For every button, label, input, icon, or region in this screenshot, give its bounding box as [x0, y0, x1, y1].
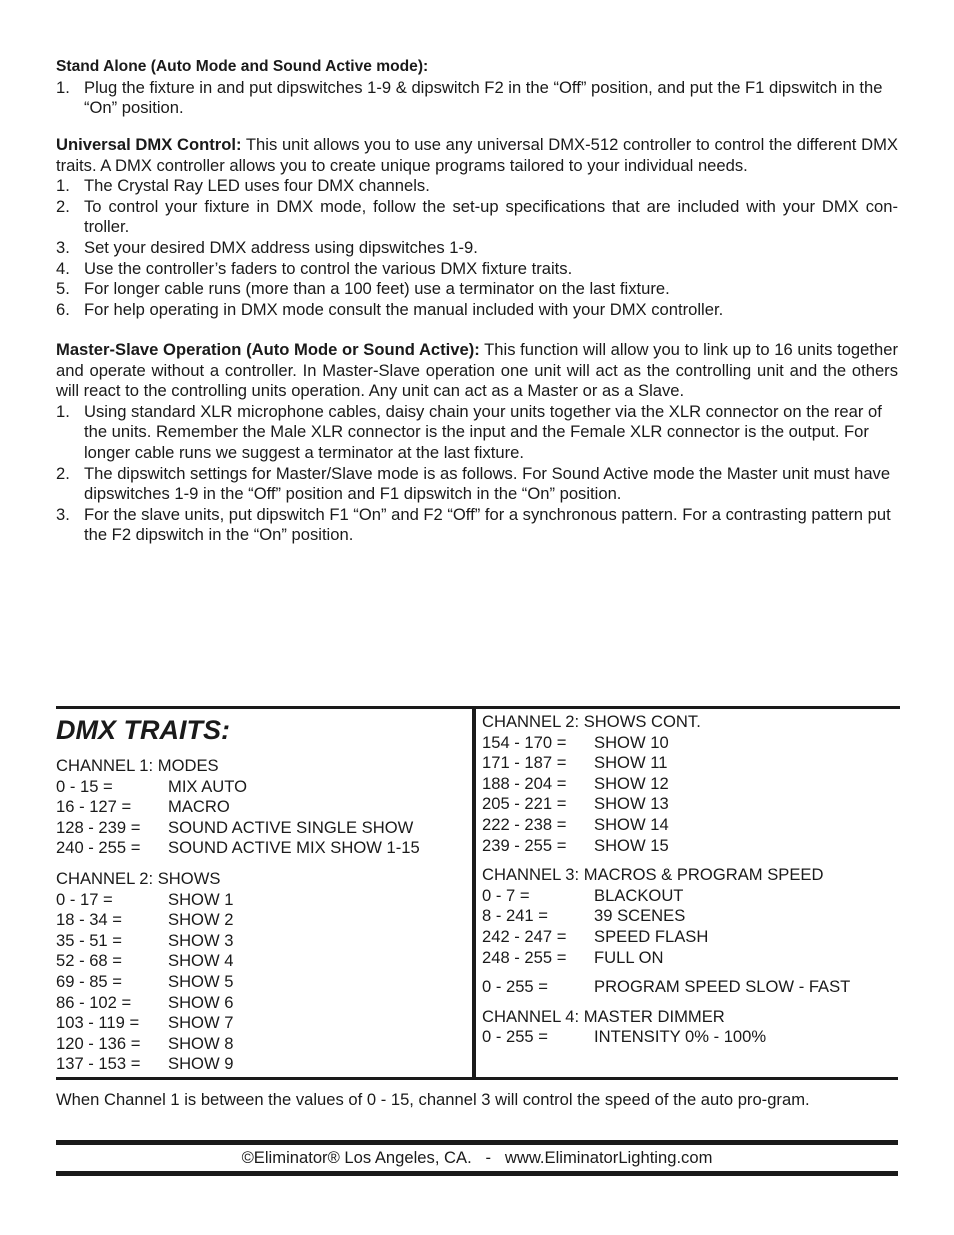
stand-alone-heading: Stand Alone (Auto Mode and Sound Active mode): [56, 58, 429, 75]
list-item: 3. For the slave units, put dipswitch F1 “On” and F2 “Off” for a synchronous pattern. For a contrasting pattern put the F2 dipswitch in the “On” position. [56, 504, 891, 545]
table-row: 0 - 17 = SHOW 1 [56, 889, 234, 909]
channel2-label: CHANNEL 2: SHOWS [56, 868, 221, 888]
dmx-traits-title: DMX TRAITS: [56, 715, 230, 745]
master-slave-intro: Master-Slave Operation (Auto Mode or Sound Active): This function will allow you to link up to 16 units together and operate without a controller. In Master-Slave operation one unit will act as the controlling unit and the others will react to the controlling units operation. Any unit can act as a Master or as a Slave. [56, 340, 898, 401]
footer-text: ©Eliminator® Los Angeles, CA. - www.EliminatorLighting.com [241, 1148, 713, 1167]
list-item: 5. For longer cable runs (more than a 100 feet) use a terminator on the last fixture. [56, 279, 670, 299]
table-row: 0 - 15 = MIX AUTO [56, 776, 247, 796]
channel-note: When Channel 1 is between the values of 0 - 15, channel 3 will control the speed of the auto pro-gram. [56, 1090, 810, 1109]
table-row: 103 - 119 = SHOW 7 [56, 1013, 234, 1033]
dmx-right-column [482, 712, 898, 1048]
dmx-left-column [56, 756, 466, 1075]
list-item: 1. Plug the fixture in and put dipswitches 1-9 & dipswitch F2 in the “Off” position, and put the F1 dipswitch in the “On” position. [56, 77, 883, 118]
table-row: 120 - 136 = SHOW 8 [56, 1033, 234, 1053]
universal-dmx-intro: Universal DMX Control: This unit allows you to use any universal DMX-512 controller to control the different DMX traits. A DMX controller allows you to create unique programs tailored to your individual needs. [56, 135, 898, 175]
dmx-column-divider [472, 706, 476, 1080]
table-row: 171 - 187 = SHOW 11 [482, 753, 668, 773]
table-row: 205 - 221 = SHOW 13 [482, 794, 669, 814]
table-row: 86 - 102 = SHOW 6 [56, 992, 234, 1012]
table-row: 154 - 170 = SHOW 10 [482, 732, 669, 752]
list-item: 2. To control your fixture in DMX mode, follow the set-up specifications that are included with your DMX con-troller. [56, 196, 898, 237]
list-item: 4. Use the controller’s faders to control the various DMX fixture traits. [56, 258, 573, 278]
channel4-rows [482, 1027, 898, 1048]
stand-alone-list [56, 78, 898, 119]
table-row: 242 - 247 = SPEED FLASH [482, 926, 709, 946]
table-row: 0 - 7 = BLACKOUT [482, 885, 684, 905]
footer-bottom-rule [56, 1171, 898, 1176]
list-item: 3. Set your desired DMX address using dipswitches 1-9. [56, 237, 478, 257]
channel1-label: CHANNEL 1: MODES [56, 756, 219, 775]
table-row: 0 - 255 = INTENSITY 0% - 100% [482, 1027, 767, 1047]
universal-dmx-heading: Universal DMX Control: [56, 135, 242, 154]
channel2-cont-label: CHANNEL 2: SHOWS CONT. [482, 712, 701, 731]
channel2-cont-rows [482, 733, 898, 857]
channel2-rows [56, 890, 466, 1075]
master-slave-list [56, 402, 898, 546]
table-row: 222 - 238 = SHOW 14 [482, 814, 669, 834]
table-row: 8 - 241 = 39 SCENES [482, 906, 686, 926]
table-row: 248 - 255 = FULL ON [482, 947, 664, 967]
table-row: 239 - 255 = SHOW 15 [482, 835, 669, 855]
table-row: 137 - 153 = SHOW 9 [56, 1054, 234, 1074]
universal-dmx-section [56, 135, 898, 320]
master-slave-heading: Master-Slave Operation (Auto Mode or Sound Active): [56, 340, 480, 359]
footer-top-rule [56, 1140, 898, 1145]
master-slave-section [56, 340, 898, 546]
dmx-bottom-rule [56, 1077, 898, 1080]
table-row: 128 - 239 = SOUND ACTIVE SINGLE SHOW [56, 817, 414, 837]
stand-alone-section [56, 57, 898, 119]
table-row: 18 - 34 = SHOW 2 [56, 910, 234, 930]
channel3-label: CHANNEL 3: MACROS & PROGRAM SPEED [482, 865, 824, 885]
list-item: 2. The dipswitch settings for Master/Slave mode is as follows. For Sound Active mode the Master unit must have dipswitches 1-9 in the “Off” position and F1 dipswitch in the “On” position. [56, 463, 891, 504]
table-row: 240 - 255 = SOUND ACTIVE MIX SHOW 1-15 [56, 838, 420, 858]
list-item: 1. Using standard XLR microphone cables, daisy chain your units together via the XLR connector on the rear of the units. Remember the Male XLR connector is the input and the Female XLR connector is the output. For longer cable runs we suggest a terminator at the last fixture. [56, 401, 882, 462]
list-item: 6. For help operating in DMX mode consult the manual included with your DMX controller. [56, 299, 724, 319]
table-row: 16 - 127 = MACRO [56, 797, 230, 817]
list-item: 1. The Crystal Ray LED uses four DMX channels. [56, 176, 430, 196]
channel1-rows [56, 777, 466, 859]
table-row: 35 - 51 = SHOW 3 [56, 930, 234, 950]
universal-dmx-list [56, 176, 898, 320]
table-row: 52 - 68 = SHOW 4 [56, 951, 234, 971]
table-row: 0 - 255 = PROGRAM SPEED SLOW - FAST [482, 977, 851, 997]
channel3-rows [482, 886, 898, 968]
dmx-top-rule [56, 706, 900, 709]
table-row: 188 - 204 = SHOW 12 [482, 773, 669, 793]
table-row: 69 - 85 = SHOW 5 [56, 971, 234, 991]
channel4-label: CHANNEL 4: MASTER DIMMER [482, 1006, 725, 1026]
